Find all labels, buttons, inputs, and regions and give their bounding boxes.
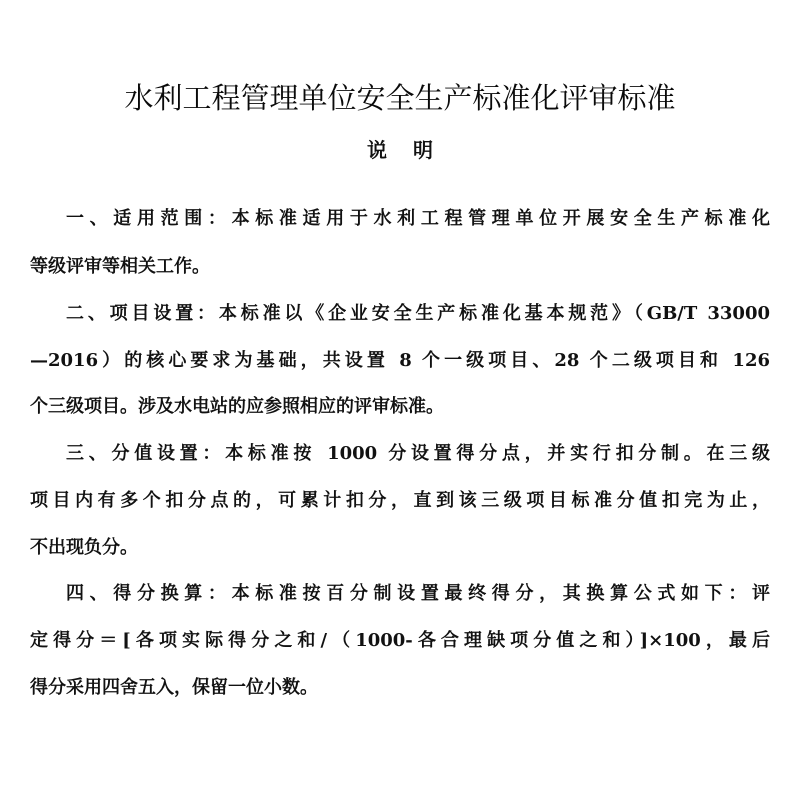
paragraph-conversion-line-2: 定得分＝[各项实际得分之和/（1000-各合理缺项分值之和）]×100，最后 [30,630,770,651]
paragraph-scoring-line-2: 项目内有多个扣分点的，可累计扣分，直到该三级项目标准分值扣完为止， [30,490,770,511]
paragraph-scoring-line-3: 不出现负分。 [30,537,138,558]
subtitle-char-1: 说 [367,138,387,162]
document-title: 水利工程管理单位安全生产标准化评审标准 [124,81,676,115]
paragraph-items-line-2: —2016）的核心要求为基础，共设置 8 个一级项目、28 个二级项目和 126 [30,350,770,371]
paragraph-scope-line-1: 一、适用范围：本标准适用于水利工程管理单位开展安全生产标准化 [66,208,770,229]
paragraph-items-line-1: 二、项目设置：本标准以《企业安全生产标准化基本规范》（GB/T 33000 [66,303,770,324]
document-subtitle [0,136,800,164]
paragraph-conversion-line-3: 得分采用四舍五入，保留一位小数。 [30,677,318,698]
paragraph-conversion-line-1: 四、得分换算：本标准按百分制设置最终得分，其换算公式如下：评 [66,583,770,604]
subtitle-char-2: 明 [413,138,433,162]
paragraph-scoring-line-1: 三、分值设置：本标准按 1000 分设置得分点，并实行扣分制。在三级 [66,443,770,464]
paragraph-scope-line-2: 等级评审等相关工作。 [30,256,210,277]
paragraph-items-line-3: 个三级项目。涉及水电站的应参照相应的评审标准。 [30,396,444,417]
